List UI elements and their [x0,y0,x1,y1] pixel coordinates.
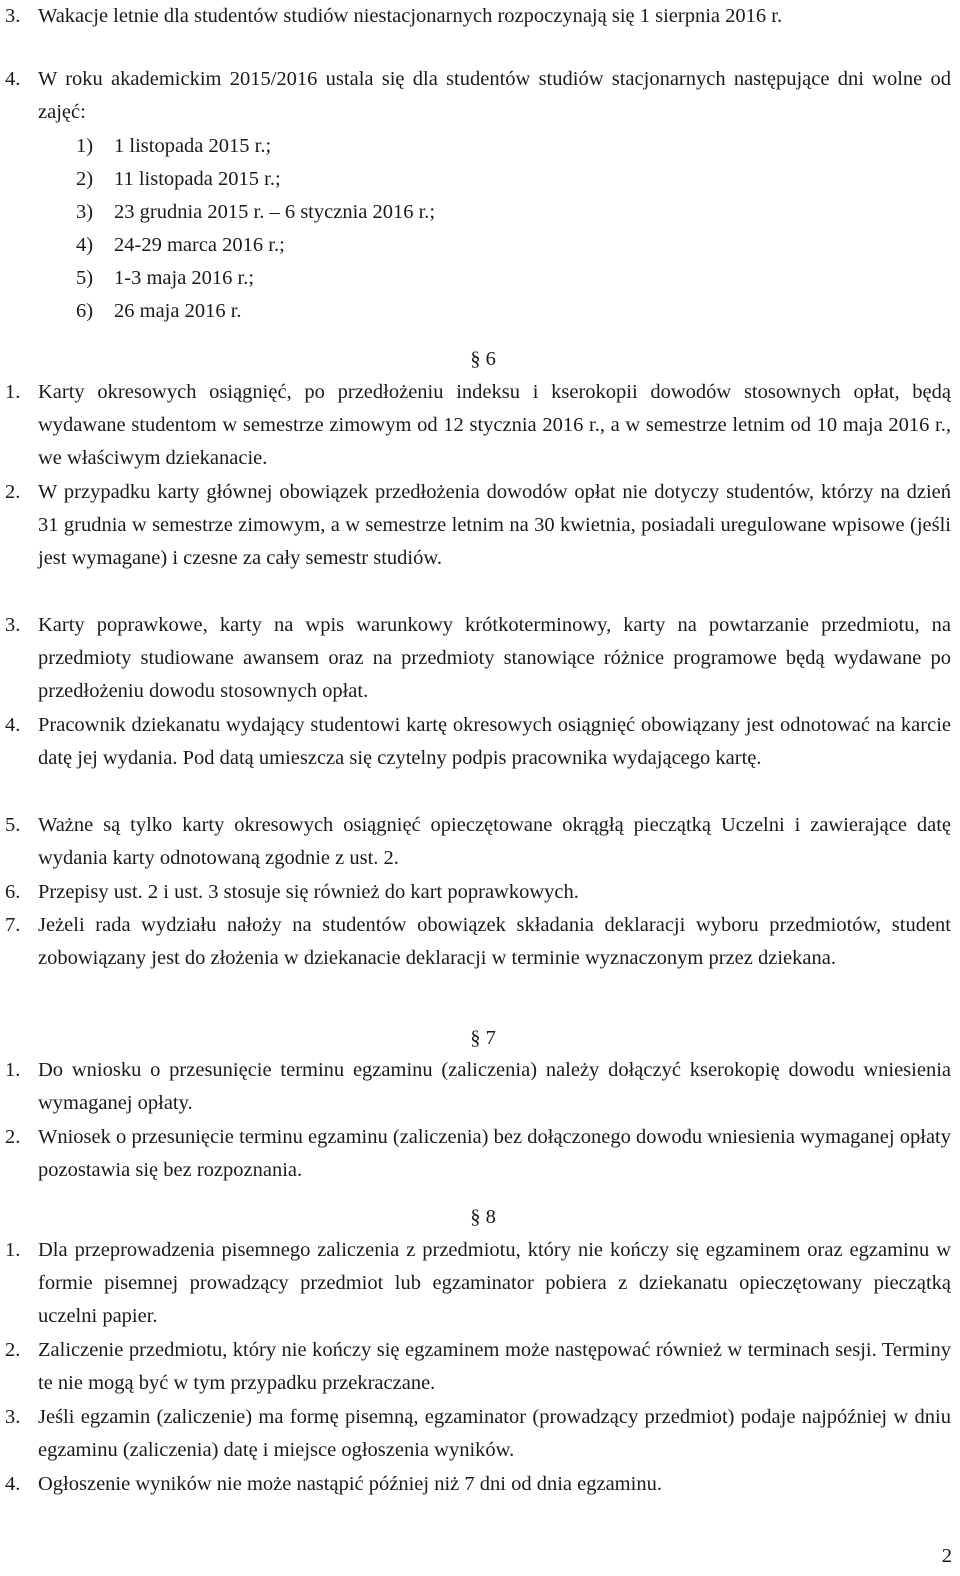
list-item [5,709,951,775]
item-number: 7. [5,914,21,936]
item-text: Przepisy ust. 2 i ust. 3 stosuje się również do kart poprawkowych. [38,881,579,903]
sub-list-item [76,295,242,328]
list-item [5,376,951,475]
list-item [5,1401,951,1467]
list-item [5,63,951,129]
item-text: Ogłoszenie wyników nie może nastąpić później niż 7 dni od dnia egzaminu. [38,1473,662,1495]
item-number: 2. [5,1126,21,1148]
item-number: 1. [5,1239,21,1261]
sub-list-item [76,163,281,196]
list-item [5,1334,951,1400]
item-text: Pracownik dziekanatu wydający studentowi kartę okresowych osiągnięć obowiązany jest odnotować na karcie datę jej wydania. Pod datą umieszcza się czytelny podpis pracownika wydającego kartę. [38,714,951,769]
item-text: Zaliczenie przedmiotu, który nie kończy się egzaminem może następować również w terminach sesji. Terminy te nie mogą być w tym przypadku przekraczane. [38,1339,951,1394]
list-item [5,1121,951,1187]
list-item [5,609,951,708]
list-item [5,0,951,33]
item-number: 4. [5,68,21,90]
sub-list-item [76,262,254,295]
item-number: 2. [5,1339,21,1361]
section-heading: § 7 [470,1027,496,1049]
item-text: Wniosek o przesunięcie terminu egzaminu (zaliczenia) bez dołączonego dowodu wniesienia wymaganej opłaty pozostawia się bez rozpoznania. [38,1126,951,1181]
item-text: Wakacje letnie dla studentów studiów niestacjonarnych rozpoczynają się 1 sierpnia 2016 r. [38,5,783,27]
list-item [5,909,951,975]
item-text: Karty okresowych osiągnięć, po przedłożeniu indeksu i kserokopii dowodów stosownych opłat, będą wydawane studentom w semestrze zimowym od 12 stycznia 2016 r., a w semestrze letnim od 10 maja 2016 r., we właściwym dziekanacie. [38,381,951,469]
list-item [5,809,951,875]
item-number: 1. [5,381,21,403]
item-text: Jeżeli rada wydziału nałoży na studentów obowiązek składania deklaracji wyboru przedmiotów, student zobowiązany jest do złożenia w dziekanacie deklaracji w terminie wyznaczonym przez dziekana. [38,914,951,969]
sub-list-item [76,130,271,163]
item-text: Ważne są tylko karty okresowych osiągnięć opieczętowane okrągłą pieczątką Uczelni i zawierające datę wydania karty odnotowaną zgodnie z ust. 2. [38,814,951,869]
sub-item-number: 4) [76,234,94,256]
item-number: 3. [5,1406,21,1428]
item-number: 1. [5,1059,21,1081]
item-text: W przypadku karty głównej obowiązek przedłożenia dowodów opłat nie dotyczy studentów, którzy na dzień 31 grudnia w semestrze zimowym, a w semestrze letnim na 30 kwietnia, posiadali uregulowane wpisowe (jeśli jest wymagane) i czesne za cały semestr studiów. [38,481,951,569]
item-number: 5. [5,814,21,836]
item-number: 3. [5,614,21,636]
item-number: 4. [5,1473,21,1495]
sub-item-number: 2) [76,168,94,190]
item-number: 2. [5,481,21,503]
sub-item-number: 5) [76,267,94,289]
item-text: Jeśli egzamin (zaliczenie) ma formę pisemną, egzaminator (prowadzący przedmiot) podaje najpóźniej w dniu egzaminu (zaliczenia) datę i miejsce ogłoszenia wyników. [38,1406,951,1461]
sub-item-number: 1) [76,135,94,157]
sub-item-text: 23 grudnia 2015 r. – 6 stycznia 2016 r.; [114,201,436,223]
sub-item-number: 3) [76,201,94,223]
page-number: 2 [941,1545,952,1567]
section-heading: § 8 [470,1206,496,1228]
item-text: Dla przeprowadzenia pisemnego zaliczenia z przedmiotu, który nie kończy się egzaminem oraz egzaminu w formie pisemnej prowadzący przedmiot lub egzaminator pobiera z dziekanatu opieczętowany pieczątką uczelni papier. [38,1239,951,1327]
list-item [5,1054,951,1120]
list-item [5,1468,951,1501]
sub-item-text: 11 listopada 2015 r.; [114,168,281,190]
list-item [5,476,951,575]
list-item [5,876,951,909]
item-number: 3. [5,5,21,27]
sub-item-number: 6) [76,300,94,322]
item-number: 6. [5,881,21,903]
sub-item-text: 1 listopada 2015 r.; [114,135,272,157]
item-text: Karty poprawkowe, karty na wpis warunkowy krótkoterminowy, karty na powtarzanie przedmiotu, na przedmioty studiowane awansem oraz na przedmioty stanowiące różnice programowe będą wydawane po przedłożeniu dowodu stosownych opłat. [38,614,951,702]
sub-list-item [76,229,285,262]
section-heading: § 6 [470,348,496,370]
item-number: 4. [5,714,21,736]
item-text: W roku akademickim 2015/2016 ustala się dla studentów studiów stacjonarnych następujące dni wolne od zajęć: [38,68,951,123]
sub-item-text: 24-29 marca 2016 r.; [114,234,285,256]
sub-item-text: 1-3 maja 2016 r.; [114,267,255,289]
sub-item-text: 26 maja 2016 r. [114,300,242,322]
sub-list-item [76,196,435,229]
list-item [5,1234,951,1333]
item-text: Do wniosku o przesunięcie terminu egzaminu (zaliczenia) należy dołączyć kserokopię dowodu wniesienia wymaganej opłaty. [38,1059,951,1114]
